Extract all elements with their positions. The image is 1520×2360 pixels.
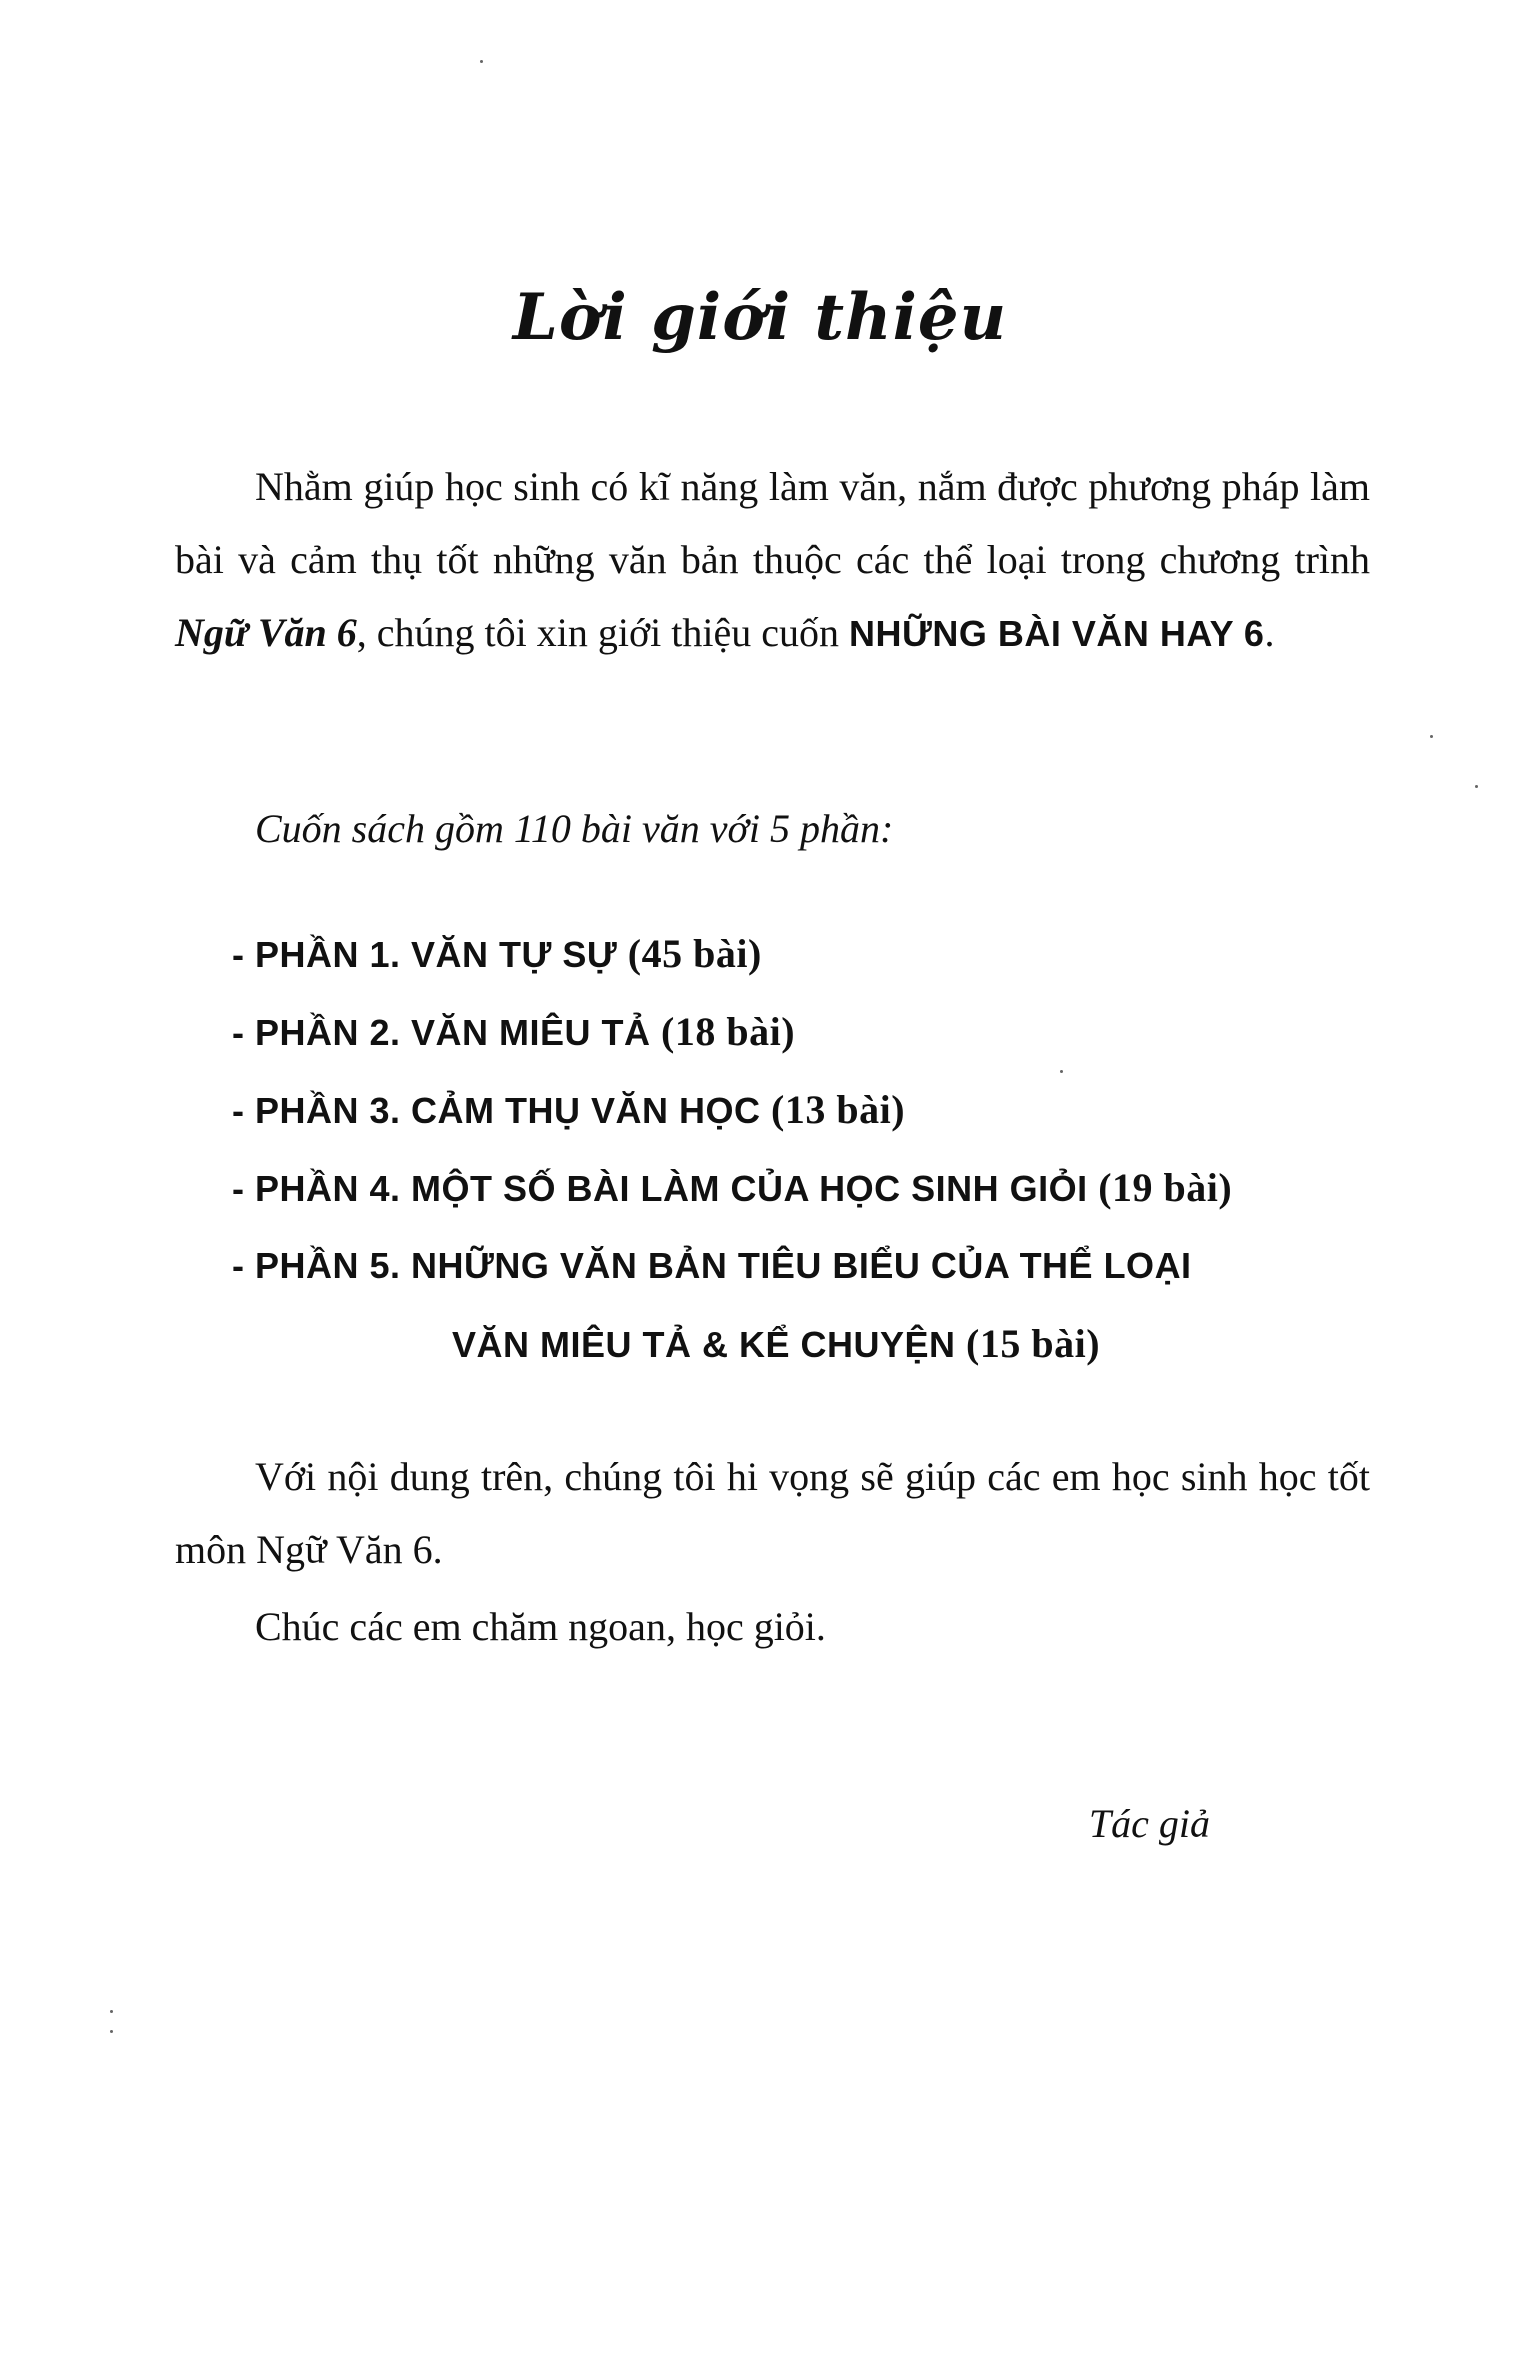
parts-list: [232, 915, 1382, 1383]
part-item-5-continuation: [232, 1305, 1382, 1383]
part-count: (15 bài): [966, 1321, 1101, 1366]
part-count: (19 bài): [1098, 1165, 1233, 1210]
part-count: (45 bài): [627, 931, 762, 976]
part-label: - PHẦN 2. VĂN MIÊU TẢ: [232, 1012, 651, 1053]
scan-speck: [1430, 735, 1433, 738]
part-label: - PHẦN 4. MỘT SỐ BÀI LÀM CỦA HỌC SINH GIỎI: [232, 1168, 1088, 1209]
part-item-4: [232, 1149, 1382, 1227]
intro-paragraph: [175, 450, 1370, 670]
part-count: (13 bài): [771, 1087, 906, 1132]
page-title: Lời giới thiệu: [512, 280, 1008, 355]
closing-paragraph: Với nội dung trên, chúng tôi hi vọng sẽ giúp các em học sinh học tốt môn Ngữ Văn 6.: [175, 1454, 1370, 1572]
wish-paragraph: Chúc các em chăm ngoan, học giỏi.: [255, 1604, 826, 1649]
intro-text-before: Nhằm giúp học sinh có kĩ năng làm văn, nắm được phương pháp làm bài và cảm thụ tốt những văn bản thuộc các thể loại trong chương trình: [175, 464, 1370, 582]
scan-speck: [110, 2030, 113, 2033]
book-subject: Ngữ Văn 6: [175, 610, 357, 655]
part-label: - PHẦN 5. NHỮNG VĂN BẢN TIÊU BIỂU CỦA THỂ LOẠI: [232, 1245, 1192, 1286]
scan-speck: [480, 60, 483, 63]
part-item-2: [232, 993, 1382, 1071]
part-count: (18 bài): [661, 1009, 796, 1054]
scan-speck: [1475, 785, 1478, 788]
scan-speck: [110, 2010, 113, 2013]
part-item-5: [232, 1227, 1382, 1305]
contents-lead: Cuốn sách gồm 110 bài văn với 5 phần:: [255, 806, 894, 851]
part-item-3: [232, 1071, 1382, 1149]
part-label: - PHẦN 3. CẢM THỤ VĂN HỌC: [232, 1090, 761, 1131]
part-item-1: [232, 915, 1382, 993]
part-label: VĂN MIÊU TẢ & KỂ CHUYỆN: [452, 1324, 956, 1365]
author-signature: Tác giả: [1088, 1801, 1210, 1846]
part-label: - PHẦN 1. VĂN TỰ SỰ: [232, 934, 618, 975]
book-title: NHỮNG BÀI VĂN HAY 6: [849, 613, 1265, 654]
scan-speck: [1060, 1070, 1063, 1073]
intro-text-middle: , chúng tôi xin giới thiệu cuốn: [356, 610, 849, 655]
intro-text-end: .: [1264, 610, 1275, 655]
